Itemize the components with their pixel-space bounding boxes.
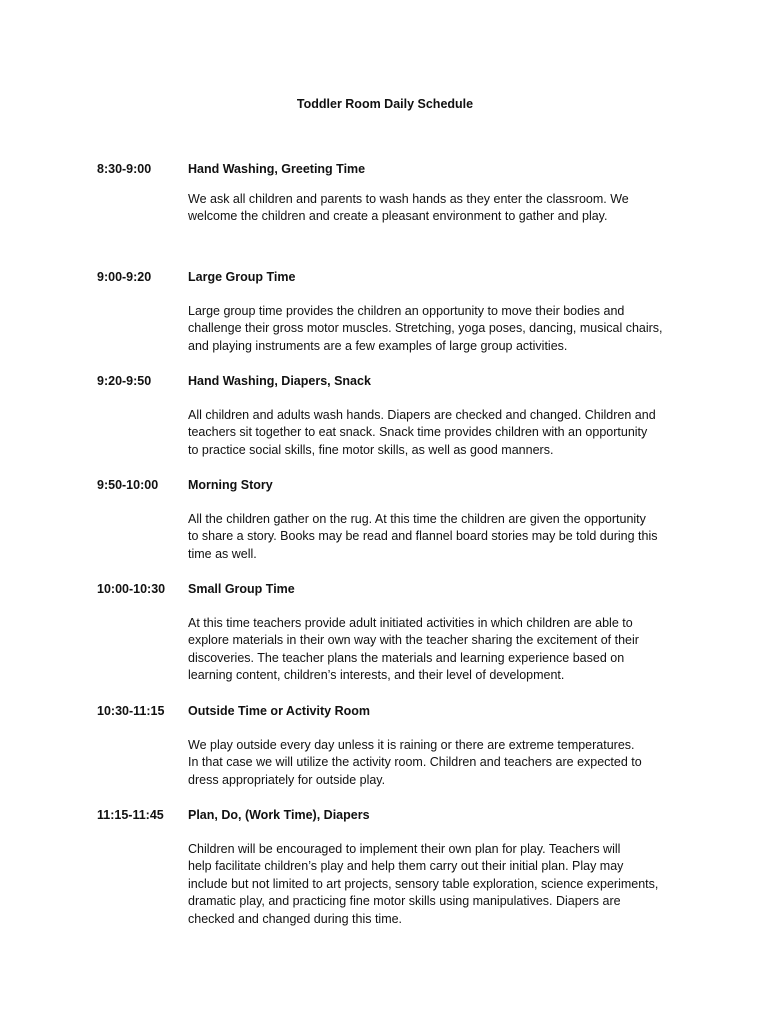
entry-description	[188, 615, 688, 685]
description-line: Large group time provides the children an opportunity to move their bodies and	[188, 304, 625, 318]
entry-heading: Large Group Time	[188, 270, 296, 284]
entry-description	[188, 841, 688, 928]
entry-heading: Plan, Do, (Work Time), Diapers	[188, 808, 370, 822]
description-line: to share a story. Books may be read and flannel board stories may be told during this	[188, 529, 658, 544]
entry-time: 9:50-10:00	[97, 478, 159, 492]
entry-time: 9:20-9:50	[97, 374, 152, 388]
description-line: In that case we will utilize the activity room. Children and teachers are expected to	[188, 755, 642, 770]
description-line: welcome the children and create a pleasant environment to gather and play.	[188, 209, 608, 224]
description-line: dress appropriately for outside play.	[188, 772, 386, 787]
entry-heading: Morning Story	[188, 478, 273, 492]
description-line: teachers sit together to eat snack. Snack time provides children with an opportunity	[188, 425, 648, 440]
entry-heading: Small Group Time	[188, 582, 295, 596]
description-line: We ask all children and parents to wash hands as they enter the classroom. We	[188, 192, 629, 206]
description-line: dramatic play, and practicing fine motor skills using manipulatives. Diapers are	[188, 894, 621, 909]
description-line: challenge their gross motor muscles. Stretching, yoga poses, dancing, musical chairs,	[188, 321, 663, 336]
entry-heading: Outside Time or Activity Room	[188, 704, 370, 718]
description-line: help facilitate children’s play and help them carry out their initial plan. Play may	[188, 859, 624, 874]
description-line: We play outside every day unless it is raining or there are extreme temperatures.	[188, 738, 635, 752]
entry-time: 8:30-9:00	[97, 162, 152, 176]
description-line: discoveries. The teacher plans the materials and learning experience based on	[188, 650, 625, 665]
description-line: to practice social skills, fine motor skills, as well as good manners.	[188, 442, 554, 457]
description-line: learning content, children’s interests, and their level of development.	[188, 668, 565, 683]
description-line: include but not limited to art projects, sensory table exploration, science experiments,	[188, 876, 659, 891]
description-line: Children will be encouraged to implement their own plan for play. Teachers will	[188, 842, 621, 856]
entry-time: 9:00-9:20	[97, 270, 152, 284]
description-line: All children and adults wash hands. Diapers are checked and changed. Children and	[188, 408, 656, 422]
description-line: All the children gather on the rug. At this time the children are given the opportunity	[188, 512, 646, 526]
document-title: Toddler Room Daily Schedule	[296, 97, 474, 111]
description-line: At this time teachers provide adult initiated activities in which children are able to	[188, 616, 633, 630]
description-line: explore materials in their own way with the teacher sharing the excitement of their	[188, 633, 639, 648]
entry-time: 11:15-11:45	[97, 808, 164, 822]
entry-heading: Hand Washing, Greeting Time	[188, 162, 366, 176]
description-line: time as well.	[188, 546, 257, 561]
entry-description	[188, 407, 688, 459]
entry-description	[188, 303, 688, 355]
entry-description	[188, 511, 688, 563]
entry-description	[188, 191, 688, 226]
entry-heading: Hand Washing, Diapers, Snack	[188, 374, 371, 388]
entry-time: 10:00-10:30	[97, 582, 166, 596]
entry-description	[188, 737, 688, 789]
entry-time: 10:30-11:15	[97, 704, 165, 718]
description-line: and playing instruments are a few examples of large group activities.	[188, 338, 568, 353]
description-line: checked and changed during this time.	[188, 911, 403, 926]
